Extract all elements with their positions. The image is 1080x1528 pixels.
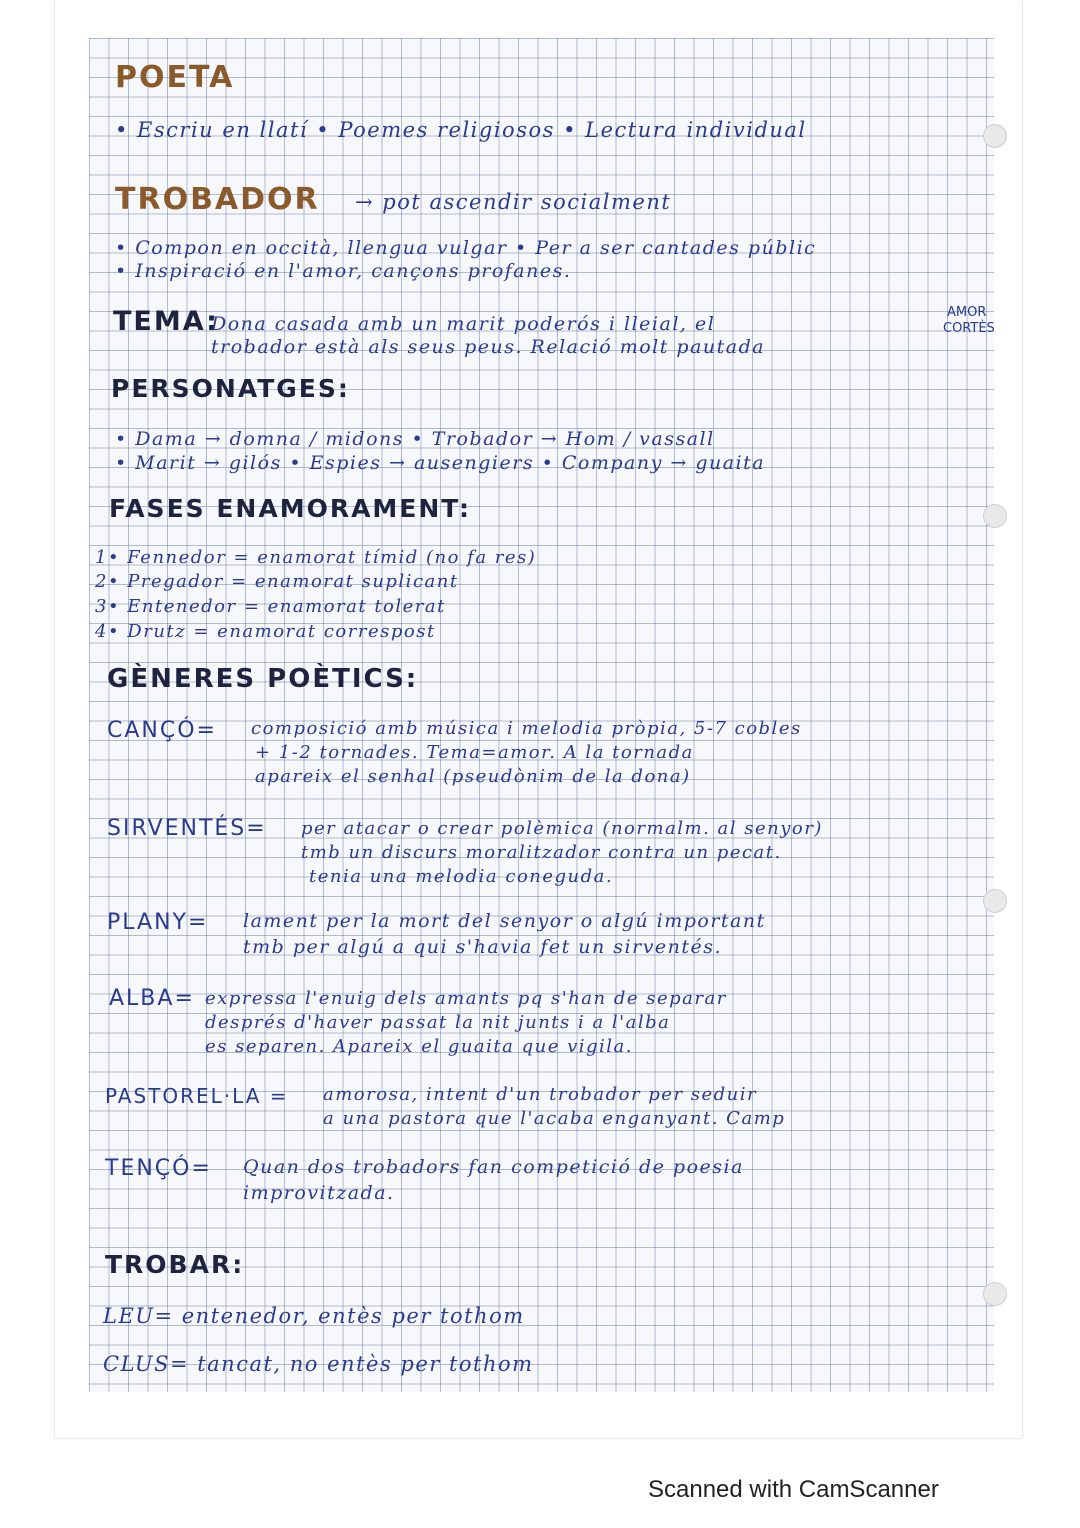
trobar-leu: LEU= entenedor, entès per tothom — [103, 1304, 525, 1328]
tema-side-note-2: CORTÈS — [943, 321, 995, 336]
sirventes-label: SIRVENTÉS= — [107, 816, 267, 841]
canco-line-3: apareix el senhal (pseudònim de la dona) — [255, 766, 691, 787]
tema-line-2: trobador està als seus peus. Relació molt pautada — [211, 336, 766, 358]
pastorel-line-2: a una pastora que l'acaba enganyant. Camp — [323, 1108, 786, 1129]
binder-hole — [983, 889, 1007, 913]
alba-line-3: es separen. Apareix el guaita que vigila. — [205, 1036, 634, 1057]
fases-item-1: 1• Fennedor = enamorat tímid (no fa res) — [95, 547, 537, 568]
fases-item-3: 3• Entenedor = enamorat tolerat — [95, 596, 446, 617]
trobar-clus: CLUS= tancat, no entès per tothom — [103, 1352, 534, 1376]
fases-heading: FASES ENAMORAMENT: — [109, 494, 471, 523]
tenso-line-2: improvitzada. — [243, 1182, 395, 1204]
personatges-line-1: • Dama → domna / midons • Trobador → Hom / vassall — [115, 428, 715, 450]
sirventes-line-3: tenia una melodia coneguda. — [309, 866, 614, 887]
alba-label: ALBA= — [109, 986, 195, 1011]
fases-item-2: 2• Pregador = enamorat suplicant — [95, 571, 459, 592]
binder-hole — [983, 504, 1007, 528]
tenso-line-1: Quan dos trobadors fan competició de poesia — [243, 1156, 744, 1178]
tema-label: TEMA: — [113, 306, 219, 337]
canco-line-1: composició amb música i melodia pròpia, 5-7 cobles — [251, 718, 802, 739]
page-right-margin — [994, 0, 1022, 1438]
pastorel-line-1: amorosa, intent d'un trobador per seduir — [323, 1084, 758, 1105]
notebook-page — [55, 0, 1022, 1438]
plany-line-1: lament per la mort del senyor o algú important — [243, 910, 766, 932]
canco-label: CANÇÓ= — [107, 718, 217, 743]
sirventes-line-1: per atacar o crear polèmica (normalm. al senyor) — [301, 818, 823, 839]
poeta-heading: POETA — [115, 60, 235, 95]
pastorel-label: PASTOREL·LA = — [105, 1084, 289, 1108]
alba-line-2: després d'haver passat la nit junts i a l'alba — [205, 1012, 671, 1033]
poeta-line: • Escriu en llatí • Poemes religiosos • Lectura individual — [115, 118, 807, 142]
page-bottom-margin — [55, 1392, 1022, 1438]
canco-line-2: + 1-2 tornades. Tema=amor. A la tornada — [255, 742, 694, 763]
trobador-line-2: • Inspiració en l'amor, cançons profanes. — [115, 260, 572, 282]
page-left-margin — [55, 0, 89, 1438]
trobar-heading: TROBAR: — [105, 1250, 245, 1279]
personatges-line-2: • Marit → gilós • Espies → ausengiers • Company → guaita — [115, 452, 766, 474]
fases-item-4: 4• Drutz = enamorat correspost — [95, 621, 436, 642]
trobador-note: → pot ascendir socialment — [355, 190, 672, 214]
alba-line-1: expressa l'enuig dels amants pq s'han de separar — [205, 988, 727, 1009]
trobador-heading: TROBADOR — [115, 182, 320, 217]
generes-heading: GÈNERES POÈTICS: — [107, 664, 419, 694]
plany-line-2: tmb per algú a qui s'havia fet un sirventés. — [243, 936, 723, 958]
personatges-heading: PERSONATGES: — [111, 374, 350, 403]
binder-hole — [983, 124, 1007, 148]
tema-side-note-1: AMOR — [947, 305, 987, 320]
camscanner-footer: Scanned with CamScanner — [648, 1476, 939, 1503]
trobador-line-1: • Compon en occità, llengua vulgar • Per a ser cantades públic — [115, 237, 817, 259]
page-top-margin — [55, 0, 1022, 38]
sirventes-line-2: tmb un discurs moralitzador contra un pecat. — [301, 842, 782, 863]
plany-label: PLANY= — [107, 910, 209, 935]
tenso-label: TENÇÓ= — [105, 1156, 212, 1181]
binder-hole — [983, 1282, 1007, 1306]
tema-line-1: Dona casada amb un marit poderós i lleial, el — [211, 313, 716, 335]
